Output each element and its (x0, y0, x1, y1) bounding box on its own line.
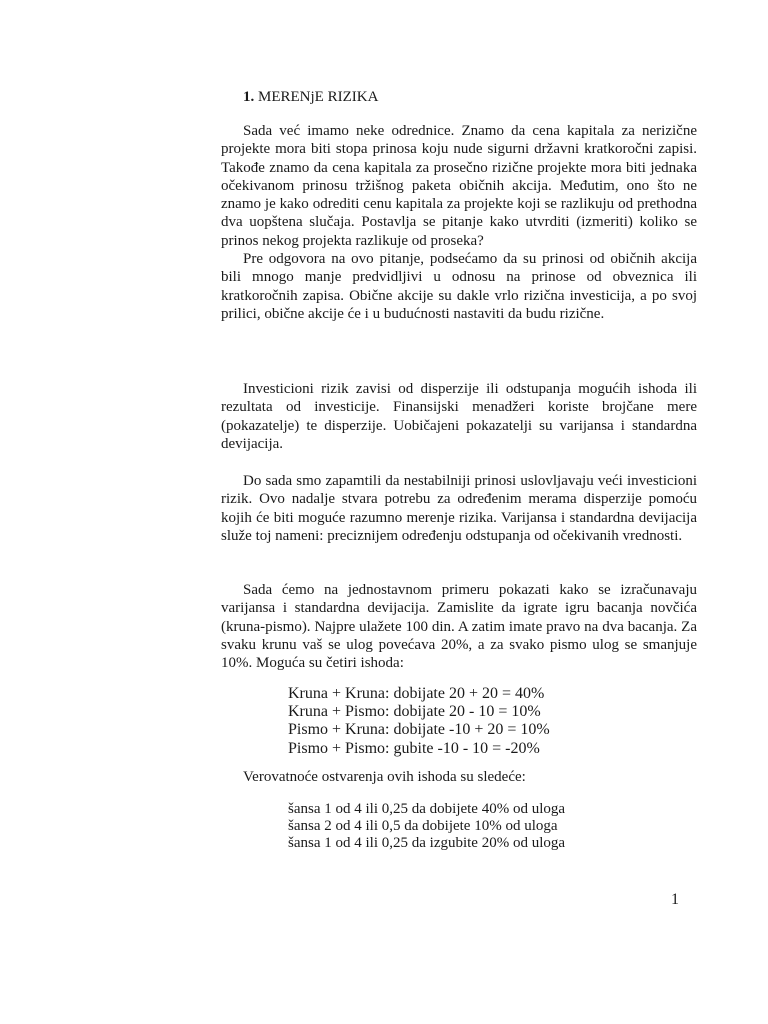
paragraph: Investicioni rizik zavisi od disperzije ili odstupanja mogućih ishoda ili rezultata od investicije. Finansijski menadžeri koriste brojčane mere (pokazatelje) te disperzije. Uobičajeni pokazatelji su varijansa i standardna devijacija. (221, 381, 697, 452)
list-item: Pismo + Pismo: gubite -10 - 10 = -20% (288, 739, 540, 757)
paragraph-block-3 (221, 472, 697, 545)
paragraph: Sada ćemo na jednostavnom primeru pokazati kako se izračunavaju varijansa i standardna devijacija. Zamislite da igrate igru bacanja novčića (kruna-pismo). Najpre ulažete 100 din. A zatim imate pravo na dva bacanja. Za svaku krunu vaš se ulog povećava 20%, a za svako pismo ulog se smanjuje 10%. Moguća su četiri ishoda: (221, 582, 697, 672)
page-number: 1 (671, 891, 679, 908)
list-item: šansa 2 od 4 ili 0,5 da dobijete 10% od uloga (288, 818, 558, 835)
section-heading (243, 87, 378, 107)
list-item: šansa 1 od 4 ili 0,25 da dobijete 40% od uloga (288, 801, 566, 817)
paragraph: Do sada smo zapamtili da nestabilniji prinosi uslovljavaju veći investicioni rizik. Ovo nadalje stvara potrebu za određenim merama disperzije pomoću kojih će biti moguće razumno merenje rizika. Varijansa i standardna devijacija služe toj nameni: preciznijem određenju odstupanja od očekivanih vrednosti. (221, 473, 697, 544)
list-item: Kruna + Pismo: dobijate 20 - 10 = 10% (288, 703, 541, 721)
section-title: MERENjE RIZIKA (258, 89, 379, 105)
paragraph-block-1 (221, 122, 697, 323)
paragraph: Sada već imamo neke odrednice. Znamo da cena kapitala za nerizične projekte mora biti stopa prinosa koju nude sigurni državni kratkoročni zapisi. Takođe znamo da cena kapitala za prosečno rizične projekte mora biti jednaka očekivanom prinosu tržišnog paketa običnih akcija. Međutim, ono što ne znamo je kako odrediti cenu kapitala za projekte koji se razlikuju od prethodna dva uopštena slučaja. Postavlja se pitanje kako utvrditi (izmeriti) koliko se prinos nekog projekta razlikuje od proseka? (221, 123, 697, 249)
list-item: Pismo + Kruna: dobijate -10 + 20 = 10% (288, 721, 550, 739)
paragraph-block-4 (221, 581, 697, 672)
paragraph: Pre odgovora na ovo pitanje, podsećamo da su prinosi od običnih akcija bili mnogo manje predvidljivi u odnosu na prinose od obveznica ili kratkoročnih zapisa. Obične akcije su dakle vrlo rizična investicija, a po svoj prilici, obične akcije će i u budućnosti nastaviti da budu rizične. (221, 251, 697, 322)
list-item: Kruna + Kruna: dobijate 20 + 20 = 40% (288, 685, 545, 702)
outcomes-list (288, 685, 550, 758)
chances-list (288, 801, 565, 853)
section-number: 1. (243, 89, 255, 105)
list-item: šansa 1 od 4 ili 0,25 da izgubite 20% od uloga (288, 835, 566, 852)
paragraph-block-2 (221, 380, 697, 453)
probabilities-intro: Verovatnoće ostvarenja ovih ishoda su sledeće: (243, 769, 526, 785)
